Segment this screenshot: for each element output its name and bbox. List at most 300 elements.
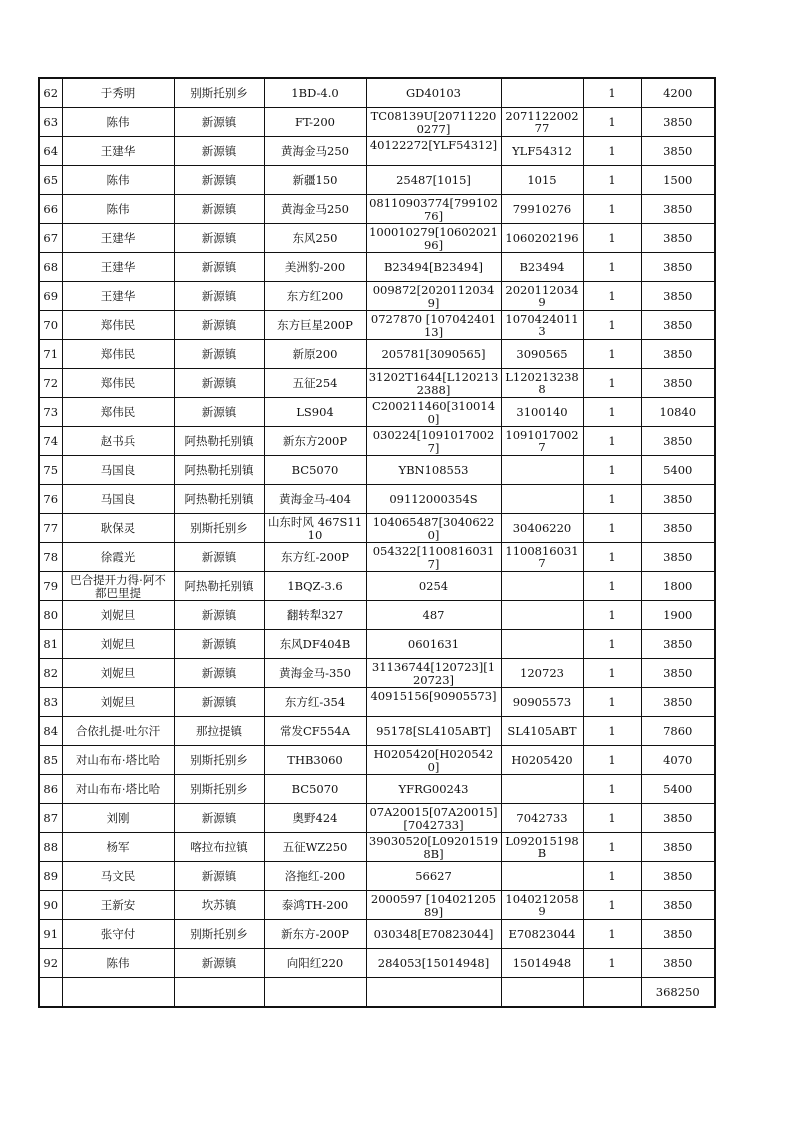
no-cell bbox=[39, 398, 62, 427]
town-text: 喀拉布拉镇 bbox=[190, 840, 248, 854]
no-text: 91 bbox=[43, 927, 59, 941]
name-cell bbox=[62, 601, 174, 630]
serial-text: 030348[E70823044] bbox=[373, 927, 494, 941]
town-text: 别斯托别乡 bbox=[190, 927, 248, 941]
name-text: 马文民 bbox=[100, 869, 136, 883]
town-text: 别斯托别乡 bbox=[190, 782, 248, 796]
town-cell bbox=[174, 195, 264, 224]
table-row bbox=[39, 78, 715, 108]
qty-text: 1 bbox=[608, 927, 616, 941]
model-text: 新东方-200P bbox=[280, 927, 350, 941]
model-cell bbox=[264, 485, 366, 514]
engine-text: 20201120349 bbox=[505, 283, 579, 309]
qty-cell bbox=[583, 949, 641, 978]
name-text: 赵书兵 bbox=[100, 434, 136, 448]
name-text: 对山布布·塔比哈 bbox=[75, 782, 161, 796]
no-text: 66 bbox=[43, 202, 59, 216]
total-serial-cell bbox=[366, 978, 501, 1008]
no-text: 87 bbox=[43, 811, 59, 825]
amount-text: 4200 bbox=[663, 86, 693, 100]
no-text: 73 bbox=[43, 405, 59, 419]
name-text: 郑伟民 bbox=[100, 318, 136, 332]
qty-text: 1 bbox=[608, 231, 616, 245]
no-cell bbox=[39, 543, 62, 572]
name-text: 郑伟民 bbox=[100, 405, 136, 419]
engine-text: 90905573 bbox=[512, 695, 572, 709]
serial-text: 31202T1644[L1202132388] bbox=[368, 369, 499, 397]
town-text: 新源镇 bbox=[201, 202, 237, 216]
town-cell bbox=[174, 282, 264, 311]
amount-cell bbox=[641, 514, 715, 543]
amount-text: 3850 bbox=[663, 434, 693, 448]
town-cell bbox=[174, 804, 264, 833]
qty-cell bbox=[583, 659, 641, 688]
model-text: 美洲豹-200 bbox=[284, 260, 346, 274]
serial-text: 07A20015[07A20015][7042733] bbox=[369, 804, 498, 832]
qty-cell bbox=[583, 717, 641, 746]
name-text: 陈伟 bbox=[106, 173, 130, 187]
serial-cell bbox=[366, 282, 501, 311]
table-row bbox=[39, 833, 715, 862]
model-cell bbox=[264, 282, 366, 311]
table-row bbox=[39, 282, 715, 311]
town-text: 新源镇 bbox=[201, 347, 237, 361]
model-text: 五征WZ250 bbox=[282, 840, 348, 854]
name-cell bbox=[62, 108, 174, 137]
no-text: 83 bbox=[43, 695, 59, 709]
qty-text: 1 bbox=[608, 318, 616, 332]
town-cell bbox=[174, 920, 264, 949]
no-cell bbox=[39, 195, 62, 224]
town-cell bbox=[174, 688, 264, 717]
engine-cell bbox=[501, 456, 583, 485]
model-cell bbox=[264, 891, 366, 920]
model-cell bbox=[264, 543, 366, 572]
serial-text: 205781[3090565] bbox=[381, 347, 486, 361]
amount-cell bbox=[641, 224, 715, 253]
qty-text: 1 bbox=[608, 144, 616, 158]
town-cell bbox=[174, 833, 264, 862]
qty-cell bbox=[583, 369, 641, 398]
amount-cell bbox=[641, 862, 715, 891]
amount-text: 3850 bbox=[663, 637, 693, 651]
serial-cell bbox=[366, 920, 501, 949]
engine-text: H0205420 bbox=[511, 753, 573, 767]
amount-text: 10840 bbox=[659, 405, 697, 419]
no-text: 75 bbox=[43, 463, 59, 477]
qty-cell bbox=[583, 456, 641, 485]
serial-text: 56627 bbox=[415, 869, 452, 883]
model-cell bbox=[264, 311, 366, 340]
town-cell bbox=[174, 108, 264, 137]
amount-cell bbox=[641, 195, 715, 224]
town-text: 新源镇 bbox=[201, 869, 237, 883]
name-cell bbox=[62, 253, 174, 282]
model-cell bbox=[264, 572, 366, 601]
serial-text: C200211460[3100140] bbox=[371, 398, 496, 426]
amount-cell bbox=[641, 78, 715, 108]
model-cell bbox=[264, 78, 366, 108]
amount-cell bbox=[641, 804, 715, 833]
name-cell bbox=[62, 282, 174, 311]
amount-text: 3850 bbox=[663, 695, 693, 709]
model-text: 东方红-354 bbox=[284, 695, 346, 709]
model-text: 黄海金马-404 bbox=[279, 492, 351, 506]
model-text: 五征254 bbox=[292, 376, 338, 390]
engine-cell bbox=[501, 514, 583, 543]
name-text: 郑伟民 bbox=[100, 376, 136, 390]
no-text: 90 bbox=[43, 898, 59, 912]
engine-cell bbox=[501, 253, 583, 282]
qty-cell bbox=[583, 485, 641, 514]
town-cell bbox=[174, 601, 264, 630]
table-row bbox=[39, 543, 715, 572]
name-cell bbox=[62, 891, 174, 920]
model-cell bbox=[264, 253, 366, 282]
amount-text: 3850 bbox=[663, 347, 693, 361]
table-row bbox=[39, 311, 715, 340]
table-row bbox=[39, 717, 715, 746]
qty-text: 1 bbox=[608, 202, 616, 216]
qty-cell bbox=[583, 514, 641, 543]
qty-text: 1 bbox=[608, 492, 616, 506]
serial-cell bbox=[366, 543, 501, 572]
serial-cell bbox=[366, 775, 501, 804]
name-cell bbox=[62, 456, 174, 485]
amount-text: 1900 bbox=[663, 608, 693, 622]
qty-text: 1 bbox=[608, 550, 616, 564]
qty-cell bbox=[583, 804, 641, 833]
table-row bbox=[39, 775, 715, 804]
no-text: 88 bbox=[43, 840, 59, 854]
name-cell bbox=[62, 688, 174, 717]
name-text: 王新安 bbox=[100, 898, 136, 912]
amount-cell bbox=[641, 311, 715, 340]
amount-cell bbox=[641, 137, 715, 166]
engine-cell bbox=[501, 108, 583, 137]
model-text: 新原200 bbox=[292, 347, 338, 361]
table-row bbox=[39, 862, 715, 891]
serial-text: 31136744[120723][120723] bbox=[371, 659, 496, 687]
name-text: 耿保灵 bbox=[100, 521, 136, 535]
model-cell bbox=[264, 804, 366, 833]
town-cell bbox=[174, 862, 264, 891]
qty-cell bbox=[583, 891, 641, 920]
total-model-cell bbox=[264, 978, 366, 1008]
engine-text: 7042733 bbox=[516, 811, 568, 825]
serial-cell bbox=[366, 862, 501, 891]
amount-cell bbox=[641, 688, 715, 717]
serial-text: 054322[11008160317] bbox=[372, 543, 495, 571]
town-text: 那拉提镇 bbox=[196, 724, 242, 738]
no-cell bbox=[39, 688, 62, 717]
name-cell bbox=[62, 398, 174, 427]
model-text: 1BQZ-3.6 bbox=[287, 579, 343, 593]
serial-text: 104065487[30406220] bbox=[372, 514, 495, 542]
serial-cell bbox=[366, 369, 501, 398]
amount-text: 3850 bbox=[663, 260, 693, 274]
no-text: 79 bbox=[43, 579, 59, 593]
amount-cell bbox=[641, 949, 715, 978]
amount-text: 3850 bbox=[663, 898, 693, 912]
name-cell bbox=[62, 485, 174, 514]
model-text: 东方巨星200P bbox=[277, 318, 353, 332]
table-row bbox=[39, 398, 715, 427]
serial-cell bbox=[366, 717, 501, 746]
amount-text: 3850 bbox=[663, 318, 693, 332]
table-row bbox=[39, 601, 715, 630]
model-cell bbox=[264, 746, 366, 775]
name-text: 陈伟 bbox=[106, 115, 130, 129]
no-cell bbox=[39, 137, 62, 166]
qty-cell bbox=[583, 862, 641, 891]
engine-cell bbox=[501, 311, 583, 340]
amount-text: 3850 bbox=[663, 521, 693, 535]
qty-cell bbox=[583, 427, 641, 456]
town-text: 新源镇 bbox=[201, 289, 237, 303]
no-text: 85 bbox=[43, 753, 59, 767]
engine-text: 79910276 bbox=[512, 202, 572, 216]
engine-cell bbox=[501, 659, 583, 688]
amount-cell bbox=[641, 108, 715, 137]
town-text: 新源镇 bbox=[201, 405, 237, 419]
no-cell bbox=[39, 891, 62, 920]
no-text: 64 bbox=[43, 144, 59, 158]
amount-text: 3850 bbox=[663, 811, 693, 825]
table-row bbox=[39, 804, 715, 833]
no-text: 67 bbox=[43, 231, 59, 245]
serial-text: 0727870 [10704240113] bbox=[370, 311, 497, 339]
qty-cell bbox=[583, 166, 641, 195]
table-row bbox=[39, 949, 715, 978]
table-row bbox=[39, 427, 715, 456]
table-row bbox=[39, 688, 715, 717]
amount-text: 7860 bbox=[663, 724, 693, 738]
model-cell bbox=[264, 166, 366, 195]
amount-text: 3850 bbox=[663, 666, 693, 680]
model-text: 新东方200P bbox=[282, 434, 348, 448]
no-text: 78 bbox=[43, 550, 59, 564]
town-text: 新源镇 bbox=[201, 695, 237, 709]
qty-text: 1 bbox=[608, 434, 616, 448]
engine-cell bbox=[501, 630, 583, 659]
total-no-cell bbox=[39, 978, 62, 1008]
engine-cell bbox=[501, 862, 583, 891]
serial-cell bbox=[366, 891, 501, 920]
model-text: 泰鸿TH-200 bbox=[281, 898, 349, 912]
no-text: 74 bbox=[43, 434, 59, 448]
serial-cell bbox=[366, 688, 501, 717]
no-cell bbox=[39, 630, 62, 659]
qty-cell bbox=[583, 630, 641, 659]
name-cell bbox=[62, 369, 174, 398]
model-cell bbox=[264, 688, 366, 717]
engine-cell bbox=[501, 543, 583, 572]
engine-cell bbox=[501, 282, 583, 311]
model-text: 东方红-200P bbox=[280, 550, 350, 564]
qty-text: 1 bbox=[608, 811, 616, 825]
table-row bbox=[39, 253, 715, 282]
table-row bbox=[39, 514, 715, 543]
town-text: 新源镇 bbox=[201, 260, 237, 274]
qty-text: 1 bbox=[608, 260, 616, 274]
amount-cell bbox=[641, 717, 715, 746]
engine-cell bbox=[501, 775, 583, 804]
no-cell bbox=[39, 166, 62, 195]
serial-text: 95178[SL4105ABT] bbox=[376, 724, 491, 738]
name-text: 刘妮旦 bbox=[100, 608, 136, 622]
table-row bbox=[39, 659, 715, 688]
model-text: THB3060 bbox=[287, 753, 343, 767]
qty-text: 1 bbox=[608, 608, 616, 622]
engine-text: 10910170027 bbox=[505, 428, 579, 454]
serial-text: 09112000354S bbox=[389, 492, 478, 506]
town-text: 别斯托别乡 bbox=[190, 521, 248, 535]
serial-cell bbox=[366, 601, 501, 630]
model-text: 东风DF404B bbox=[279, 637, 351, 651]
amount-cell bbox=[641, 456, 715, 485]
model-text: 向阳红220 bbox=[286, 956, 344, 970]
qty-cell bbox=[583, 78, 641, 108]
engine-cell bbox=[501, 920, 583, 949]
name-cell bbox=[62, 514, 174, 543]
model-cell bbox=[264, 659, 366, 688]
amount-cell bbox=[641, 398, 715, 427]
engine-cell bbox=[501, 833, 583, 862]
no-text: 84 bbox=[43, 724, 59, 738]
town-cell bbox=[174, 137, 264, 166]
serial-text: 0601631 bbox=[407, 637, 460, 651]
engine-text: 10402120589 bbox=[505, 892, 579, 918]
town-text: 阿热勒托别镇 bbox=[184, 434, 254, 448]
name-cell bbox=[62, 659, 174, 688]
serial-cell bbox=[366, 340, 501, 369]
no-text: 81 bbox=[43, 637, 59, 651]
town-cell bbox=[174, 659, 264, 688]
qty-text: 1 bbox=[608, 898, 616, 912]
town-text: 新源镇 bbox=[201, 318, 237, 332]
town-cell bbox=[174, 572, 264, 601]
engine-text: E70823044 bbox=[508, 927, 576, 941]
name-text: 徐霞光 bbox=[100, 550, 136, 564]
name-text: 于秀明 bbox=[100, 86, 136, 100]
no-cell bbox=[39, 311, 62, 340]
model-text: 常发CF554A bbox=[279, 724, 351, 738]
no-text: 72 bbox=[43, 376, 59, 390]
amount-text: 3850 bbox=[663, 289, 693, 303]
amount-cell bbox=[641, 543, 715, 572]
model-cell bbox=[264, 949, 366, 978]
town-cell bbox=[174, 398, 264, 427]
town-text: 新源镇 bbox=[201, 144, 237, 158]
model-text: 黄海金马250 bbox=[281, 144, 349, 158]
model-text: 东方红200 bbox=[286, 289, 344, 303]
name-cell bbox=[62, 833, 174, 862]
qty-cell bbox=[583, 775, 641, 804]
table-row bbox=[39, 485, 715, 514]
no-cell bbox=[39, 514, 62, 543]
no-cell bbox=[39, 833, 62, 862]
model-cell bbox=[264, 369, 366, 398]
model-text: 翻转犁327 bbox=[286, 608, 344, 622]
name-text: 马国良 bbox=[100, 463, 136, 477]
qty-text: 1 bbox=[608, 289, 616, 303]
town-cell bbox=[174, 340, 264, 369]
serial-text: 2000597 [10402120589] bbox=[370, 891, 497, 919]
name-cell bbox=[62, 137, 174, 166]
engine-text: 3100140 bbox=[516, 405, 568, 419]
no-cell bbox=[39, 775, 62, 804]
name-cell bbox=[62, 78, 174, 108]
model-cell bbox=[264, 456, 366, 485]
serial-cell bbox=[366, 427, 501, 456]
table-row bbox=[39, 369, 715, 398]
table-row bbox=[39, 746, 715, 775]
town-text: 阿热勒托别镇 bbox=[184, 492, 254, 506]
serial-cell bbox=[366, 485, 501, 514]
serial-text: 39030520[L092015198B] bbox=[368, 833, 499, 861]
name-text: 刘刚 bbox=[106, 811, 130, 825]
qty-text: 1 bbox=[608, 753, 616, 767]
amount-text: 3850 bbox=[663, 492, 693, 506]
model-cell bbox=[264, 833, 366, 862]
town-text: 新源镇 bbox=[201, 550, 237, 564]
serial-text: YFRG00243 bbox=[398, 782, 469, 796]
qty-text: 1 bbox=[608, 724, 616, 738]
name-text: 刘妮旦 bbox=[100, 666, 136, 680]
name-text: 杨军 bbox=[106, 840, 130, 854]
qty-cell bbox=[583, 253, 641, 282]
amount-cell bbox=[641, 166, 715, 195]
town-text: 新源镇 bbox=[201, 637, 237, 651]
town-cell bbox=[174, 775, 264, 804]
name-text: 陈伟 bbox=[106, 956, 130, 970]
name-cell bbox=[62, 775, 174, 804]
no-cell bbox=[39, 746, 62, 775]
name-text: 刘妮旦 bbox=[100, 695, 136, 709]
no-text: 69 bbox=[43, 289, 59, 303]
no-text: 68 bbox=[43, 260, 59, 274]
qty-text: 1 bbox=[608, 579, 616, 593]
no-text: 86 bbox=[43, 782, 59, 796]
table-row bbox=[39, 195, 715, 224]
town-text: 阿热勒托别镇 bbox=[184, 463, 254, 477]
name-cell bbox=[62, 311, 174, 340]
amount-cell bbox=[641, 775, 715, 804]
engine-cell bbox=[501, 137, 583, 166]
amount-cell bbox=[641, 485, 715, 514]
total-qty-cell bbox=[583, 978, 641, 1008]
amount-cell bbox=[641, 369, 715, 398]
town-cell bbox=[174, 224, 264, 253]
engine-text: 120723 bbox=[520, 666, 564, 680]
table-row bbox=[39, 224, 715, 253]
qty-cell bbox=[583, 282, 641, 311]
town-text: 新源镇 bbox=[201, 956, 237, 970]
town-cell bbox=[174, 630, 264, 659]
qty-cell bbox=[583, 311, 641, 340]
engine-cell bbox=[501, 369, 583, 398]
table-row bbox=[39, 456, 715, 485]
qty-cell bbox=[583, 746, 641, 775]
no-cell bbox=[39, 920, 62, 949]
qty-text: 1 bbox=[608, 463, 616, 477]
no-text: 70 bbox=[43, 318, 59, 332]
serial-cell bbox=[366, 514, 501, 543]
model-text: 黄海金马-350 bbox=[279, 666, 351, 680]
qty-cell bbox=[583, 920, 641, 949]
name-text: 合依扎提·吐尔汗 bbox=[75, 724, 161, 738]
